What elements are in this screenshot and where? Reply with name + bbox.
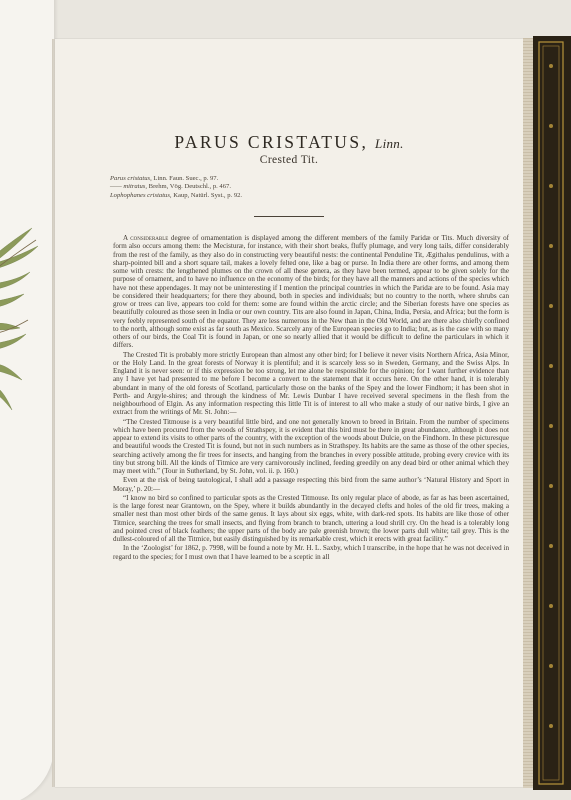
paragraph-text: In the ‘Zoologist’ for 1862, p. 7998, will be found a note by Mr. H. L. Saxby, which I transcribe, in the hope that he was not deceived in regard to the species; for I must own that I have learned to be a sceptic in all [113,544,509,561]
reference-citation: Brehm, Vög. Deutschl., p. 467. [148,183,231,191]
paragraph-text: The Crested Tit is probably more strictly European than almost any other bird; for I believe it never visits Northern Africa, Asia Minor, or the Holy Land. In the great forests of Norway it is plentiful; and it is scarcely less so in Sweden, Germany, and the Swiss Alps. In England it is never seen: or if this expression be too strong, let me alone be responsible for the opinion; for I want further evidence than any I have yet had presented to me before I become a convert to the statement that it occurs here. On the other hand, it is tolerably abundant in many of the old forests of Scotland, particularly those on the banks of the Spey and the lower Findhorn; it has been shot in Perth- and Argyle-shires; and through the kindness of Mr. Lewis Dunbar I have received several specimens in the flesh from the neighbourhood of Elgin. As any information respecting this little Tit is of interest to all who make a study of our native birds, I give an extract from the writings of Mr. St. John:— [113,350,509,417]
common-name: Crested Tit. [259,154,319,166]
reference-citation: Linn. Faun. Suec., p. 97. [153,175,219,182]
paragraph-text: “The Crested Titmouse is a very beautiful little bird, and one not generally known to breed in Britain. From the number of specimens which have been procured from the woods of Strathspey, it is evident that this bird must be there in great abundance, although it does not appear to extend its visits to other parts of the country, with the exception of the woods about Dulcie, on the Findhorn. In these picturesque and beautiful woods the Crested Tit is found, but not in such numbers as in Strathspey. Its habits are the same as those of the other species, searching actively among the fir trees for insects, and hanging from the branches in every possible attitude, probing every crevice with its tiny but strong bill. All the kinds of Titmice are very carnivorously inclined, feeding greedily on any dead bird or other animal which they may meet with.” (Tour in Sutherland, by St. John, vol. ii. p. 160.) [113,417,509,475]
reference-citation: Kaup, Natürl. Syst., p. 92. [173,191,243,199]
species-name: PARUS CRISTATUS, [174,132,369,152]
reference-name: Lophophanes cristatus, [110,191,172,199]
paragraph [113,418,509,476]
reference-line [110,183,500,191]
reference-line [110,175,500,183]
previous-page-edge [0,0,54,800]
plant-illustration-fragment [0,224,52,454]
page-title [55,132,523,153]
synonymy-references [110,175,500,200]
section-rule [254,216,324,217]
species-author: Linn. [375,136,404,151]
paragraph [113,351,509,417]
paragraph-lead: A considerable [123,234,169,242]
reference-name: Parus cristatus, [110,175,152,182]
reference-name: —— mitratus, [110,183,148,191]
body-text [113,234,509,561]
reference-line [110,192,500,200]
gilt-border-decoration [533,36,571,790]
paragraph-text: degree of ornamentation is displayed among the different members of the family Paridæ or Tits. Much diversity of form also occurs among them: the Mecisturæ, for instance, with their short beaks, fluffy plumage, and very long tails, differ considerably from the rest of the family, as they also do in constructing very beautiful nests: the continental Penduline Tit, Ægithalus pendulinus, with a sharp-pointed bill and a short square tail, makes a lovely felted one, like a bag or purse. In India there are other forms, and among them some with crests: the lengthened plumes on the crown of all these genera, as they have been termed, appear to be given solely for the purpose of ornament, and to have no influence on the economy of the birds; for they have all the manners and actions of the species which have not these appendages. It may not be uninteresting if I mention the principal countries in which the Paridæ are to be found. Asia may be considered their headquarters; for there they abound, both in species and individuals; but no country to the north, where shrubs can grow or trees can live, appears too cold for them: some are found within the arctic circle; and the Siberian forests have one species as beautifully coloured as those seen in India or our own country. Tits are also found in Japan, China, India, Persia, and Africa; but the form is very feebly represented south of the equator. They are less numerous in the New than in the Old World, and are there also chiefly confined to the north, although some exist as far south as Mexico. Scarcely any of the European species go to India; but, as is the case with so many others of our birds, the Coal Tit is found in Japan, or one so nearly allied that it would be difficult to define the particulars in which it differs. [113,234,510,350]
page-stack-edge [523,38,533,788]
paragraph [113,544,509,561]
paragraph-text: Even at the risk of being tautological, I shall add a passage respecting this bird from the same author’s ‘Natural History and Sport in Moray,’ p. 20:— [113,476,509,493]
paragraph [113,476,509,493]
paragraph [113,234,509,350]
paragraph [113,494,509,544]
book-cover-edge [533,36,571,790]
paragraph-text: “I know no bird so confined to particular spots as the Crested Titmouse. Its only regular place of abode, as far as has been ascertained, is the large forest near Grantown, on the Spey, where it builds abundantly in the decayed clefts and holes of the old fir trees, making a smaller nest than most other birds of the same genus. It lays about six eggs, white, with dark-red spots. Its habits are like those of other Titmice, searching the trees for small insects, and flying from branch to branch, uttering a loud shrill cry. On the head is a tolerably long and pointed crest of black feathers; the upper parts of the body are pale greenish brown; the lower parts dull white; tail grey. This is the dullest-coloured of all the Titmice, but easily distinguished by its remarkable crest, which it erects with great facility.” [113,493,509,543]
